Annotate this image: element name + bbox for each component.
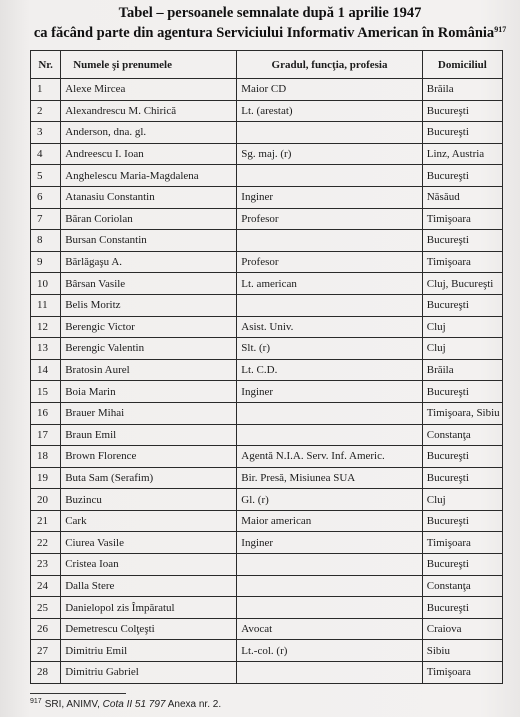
row-name: Bârsan Vasile <box>61 273 237 295</box>
row-domicile: Bucureşti <box>422 510 502 532</box>
row-domicile: Craiova <box>422 618 502 640</box>
row-grade: Slt. (r) <box>237 338 422 360</box>
row-grade: Lt. american <box>237 273 422 295</box>
row-grade <box>237 597 422 619</box>
row-grade <box>237 165 422 187</box>
table-row <box>31 338 503 360</box>
row-domicile: Timişoara, Sibiu <box>422 402 502 424</box>
row-number: 27 <box>31 640 61 662</box>
row-domicile: Bucureşti <box>422 100 502 122</box>
header-domicile: Domiciliul <box>422 51 502 79</box>
row-name: Brauer Mihai <box>61 402 237 424</box>
row-number: 23 <box>31 554 61 576</box>
row-grade: Agentă N.I.A. Serv. Inf. Americ. <box>237 446 422 468</box>
header-name: Numele şi prenumele <box>61 51 237 79</box>
row-name: Dalla Stere <box>61 575 237 597</box>
row-number: 9 <box>31 251 61 273</box>
row-domicile: Cluj <box>422 489 502 511</box>
row-domicile: Bucureşti <box>422 446 502 468</box>
row-name: Anderson, dna. gl. <box>61 122 237 144</box>
row-number: 20 <box>31 489 61 511</box>
row-number: 14 <box>31 359 61 381</box>
table-row <box>31 100 503 122</box>
footnote-number: 917 <box>30 698 42 705</box>
table-row <box>31 402 503 424</box>
row-name: Bursan Constantin <box>61 230 237 252</box>
footnote-text-after: Anexa nr. 2. <box>165 699 222 710</box>
table-row <box>31 662 503 684</box>
row-name: Boia Marin <box>61 381 237 403</box>
table-title-line2-text: ca făcând parte din agentura Serviciului Informativ American în România <box>33 25 495 41</box>
footnote-divider <box>30 693 126 694</box>
table-row <box>31 294 503 316</box>
row-number: 22 <box>31 532 61 554</box>
row-name: Buzincu <box>61 489 237 511</box>
row-domicile: Bucureşti <box>422 230 502 252</box>
footnote-reference: 917 <box>494 25 507 34</box>
row-domicile: Constanţa <box>422 575 502 597</box>
row-name: Atanasiu Constantin <box>61 186 237 208</box>
row-name: Buta Sam (Serafim) <box>61 467 237 489</box>
row-grade: Gl. (r) <box>237 489 422 511</box>
row-grade: Sg. maj. (r) <box>237 143 422 165</box>
row-number: 6 <box>31 186 61 208</box>
row-name: Ciurea Vasile <box>61 532 237 554</box>
row-number: 17 <box>31 424 61 446</box>
table-header-row <box>31 51 503 79</box>
row-grade: Lt.-col. (r) <box>237 640 422 662</box>
row-name: Dimitriu Emil <box>61 640 237 662</box>
table-row <box>31 489 503 511</box>
row-domicile: Cluj <box>422 316 502 338</box>
table-row <box>31 208 503 230</box>
row-grade: Inginer <box>237 381 422 403</box>
row-number: 7 <box>31 208 61 230</box>
row-grade <box>237 294 422 316</box>
table-row <box>31 165 503 187</box>
row-grade: Avocat <box>237 618 422 640</box>
row-number: 21 <box>31 510 61 532</box>
row-name: Demetrescu Colţeşti <box>61 618 237 640</box>
table-row <box>31 186 503 208</box>
row-name: Alexe Mircea <box>61 79 237 101</box>
table-row <box>31 640 503 662</box>
row-number: 8 <box>31 230 61 252</box>
row-grade: Inginer <box>237 532 422 554</box>
row-grade: Profesor <box>237 251 422 273</box>
row-name: Braun Emil <box>61 424 237 446</box>
header-grade: Gradul, funcţia, profesia <box>237 51 422 79</box>
row-domicile: Cluj, Bucureşti <box>422 273 502 295</box>
table-row <box>31 273 503 295</box>
table-row <box>31 316 503 338</box>
row-grade <box>237 402 422 424</box>
table-row <box>31 79 503 101</box>
row-grade: Lt. (arestat) <box>237 100 422 122</box>
row-number: 10 <box>31 273 61 295</box>
row-domicile: Bucureşti <box>422 294 502 316</box>
table-row <box>31 554 503 576</box>
table-row <box>31 575 503 597</box>
row-name: Berengic Valentin <box>61 338 237 360</box>
row-grade <box>237 554 422 576</box>
table-title-line2 <box>30 21 510 42</box>
row-number: 28 <box>31 662 61 684</box>
row-number: 25 <box>31 597 61 619</box>
row-number: 2 <box>31 100 61 122</box>
row-number: 1 <box>31 79 61 101</box>
row-name: Dimitriu Gabriel <box>61 662 237 684</box>
row-grade <box>237 230 422 252</box>
table-row <box>31 532 503 554</box>
row-domicile: Năsăud <box>422 186 502 208</box>
row-name: Belis Moritz <box>61 294 237 316</box>
row-grade: Maior american <box>237 510 422 532</box>
row-number: 16 <box>31 402 61 424</box>
row-name: Cristea Ioan <box>61 554 237 576</box>
row-name: Berengic Victor <box>61 316 237 338</box>
row-grade <box>237 122 422 144</box>
row-name: Bratosin Aurel <box>61 359 237 381</box>
row-name: Băran Coriolan <box>61 208 237 230</box>
row-name: Andreescu I. Ioan <box>61 143 237 165</box>
table-row <box>31 618 503 640</box>
row-name: Cark <box>61 510 237 532</box>
table-row <box>31 467 503 489</box>
table-title-line1: Tabel – persoanele semnalate după 1 aprilie 1947 <box>118 5 422 21</box>
row-domicile: Bucureşti <box>422 597 502 619</box>
row-domicile: Constanţa <box>422 424 502 446</box>
row-name: Anghelescu Maria-Magdalena <box>61 165 237 187</box>
row-number: 3 <box>31 122 61 144</box>
row-grade <box>237 662 422 684</box>
persons-table <box>30 50 503 684</box>
table-row <box>31 510 503 532</box>
row-domicile: Bucureşti <box>422 165 502 187</box>
row-grade: Profesor <box>237 208 422 230</box>
row-domicile: Timişoara <box>422 251 502 273</box>
footnote-text-before: SRI, ANIMV, <box>44 699 103 710</box>
row-domicile: Linz, Austria <box>422 143 502 165</box>
table-row <box>31 359 503 381</box>
row-number: 18 <box>31 446 61 468</box>
row-domicile: Timişoara <box>422 532 502 554</box>
row-grade <box>237 575 422 597</box>
row-domicile: Bucureşti <box>422 122 502 144</box>
row-grade: Lt. C.D. <box>237 359 422 381</box>
row-domicile: Brăila <box>422 79 502 101</box>
row-number: 13 <box>31 338 61 360</box>
table-row <box>31 122 503 144</box>
row-name: Alexandrescu M. Chirică <box>61 100 237 122</box>
row-domicile: Sibiu <box>422 640 502 662</box>
row-grade: Asist. Univ. <box>237 316 422 338</box>
row-number: 19 <box>31 467 61 489</box>
header-nr: Nr. <box>31 51 61 79</box>
row-number: 11 <box>31 294 61 316</box>
table-body <box>31 79 503 684</box>
row-domicile: Bucureşti <box>422 467 502 489</box>
row-number: 15 <box>31 381 61 403</box>
row-domicile: Bucureşti <box>422 381 502 403</box>
row-domicile: Timişoara <box>422 662 502 684</box>
row-number: 4 <box>31 143 61 165</box>
footnote-text-italic: Cota II 51 797 <box>102 699 166 710</box>
row-number: 26 <box>31 618 61 640</box>
row-grade <box>237 424 422 446</box>
row-number: 12 <box>31 316 61 338</box>
table-row <box>31 143 503 165</box>
row-grade: Inginer <box>237 186 422 208</box>
row-number: 5 <box>31 165 61 187</box>
table-row <box>31 424 503 446</box>
table-row <box>31 446 503 468</box>
row-domicile: Bucureşti <box>422 554 502 576</box>
row-number: 24 <box>31 575 61 597</box>
row-domicile: Cluj <box>422 338 502 360</box>
row-name: Bărlăgaşu A. <box>61 251 237 273</box>
table-row <box>31 597 503 619</box>
table-row <box>31 251 503 273</box>
row-domicile: Brăila <box>422 359 502 381</box>
row-domicile: Timişoara <box>422 208 502 230</box>
table-row <box>31 381 503 403</box>
row-grade: Bir. Presă, Misiunea SUA <box>237 467 422 489</box>
row-grade: Maior CD <box>237 79 422 101</box>
table-row <box>31 230 503 252</box>
row-name: Brown Florence <box>61 446 237 468</box>
row-name: Danielopol zis Împăratul <box>61 597 237 619</box>
footnote <box>30 698 221 710</box>
